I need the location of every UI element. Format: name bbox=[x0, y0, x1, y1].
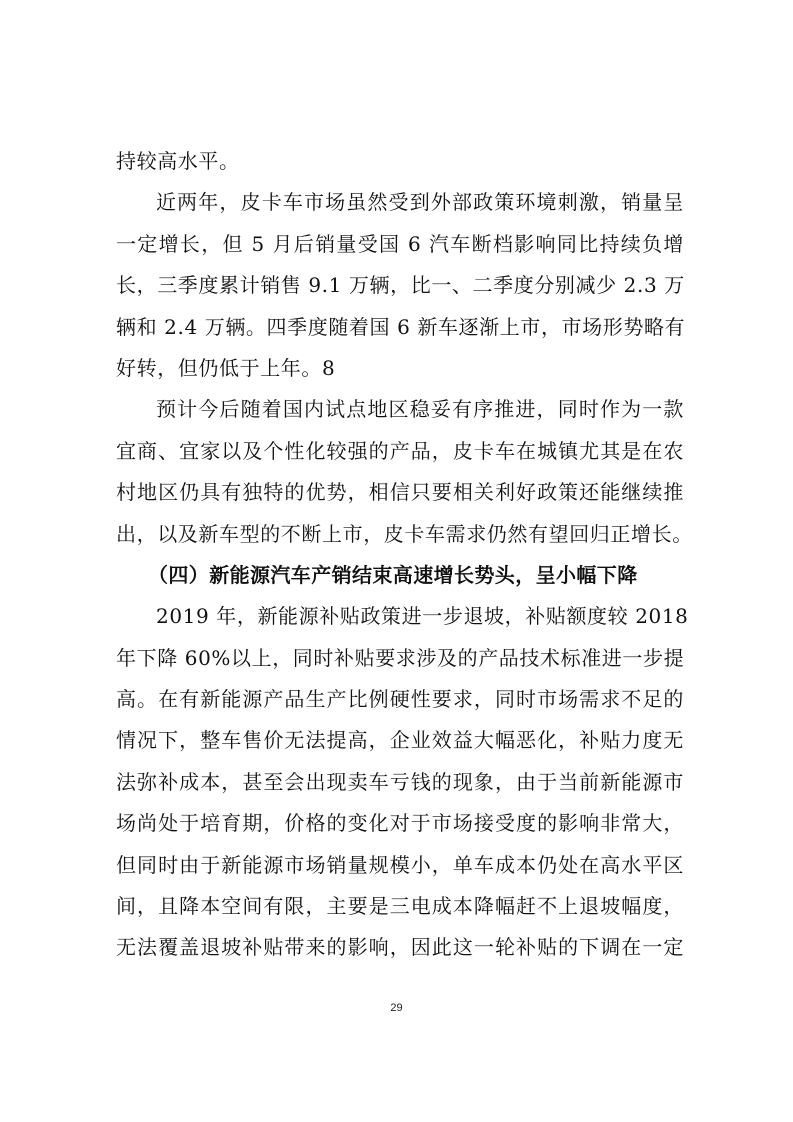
paragraph-line: 2019 年，新能源补贴政策进一步退坡，补贴额度较 2018 bbox=[156, 604, 689, 629]
paragraph-line: 长，三季度累计销售 9.1 万辆，比一、二季度分别减少 2.3 万 bbox=[116, 273, 685, 298]
body-text bbox=[116, 141, 693, 969]
paragraph-line: 年下降 60%以上，同时补贴要求涉及的产品技术标准进一步提 bbox=[116, 645, 685, 670]
paragraph-line: 情况下，整车售价无法提高，企业效益大幅恶化，补贴力度无 bbox=[116, 728, 684, 753]
paragraph-line: 出，以及新车型的不断上市，皮卡车需求仍然有望回归正增长。 bbox=[116, 521, 693, 546]
paragraph-line: 场尚处于培育期，价格的变化对于市场接受度的影响非常大， bbox=[116, 811, 684, 836]
paragraph-line: 无法覆盖退坡补贴带来的影响，因此这一轮补贴的下调在一定 bbox=[116, 935, 684, 960]
page-number: 29 bbox=[390, 1002, 403, 1014]
paragraph-line: 辆和 2.4 万辆。四季度随着国 6 新车逐渐上市，市场形势略有 bbox=[116, 314, 686, 339]
paragraph-line: 近两年，皮卡车市场虽然受到外部政策环境刺激，销量呈 bbox=[156, 190, 684, 215]
paragraph-line: 但同时由于新能源市场销量规模小，单车成本仍处在高水平区 bbox=[116, 852, 684, 877]
paragraph-line: 村地区仍具有独特的优势，相信只要相关利好政策还能继续推 bbox=[116, 480, 684, 505]
paragraph-line: 预计今后随着国内试点地区稳妥有序推进，同时作为一款 bbox=[156, 397, 684, 422]
paragraph-line: 高。在有新能源产品生产比例硬性要求，同时市场需求不足的 bbox=[116, 687, 684, 712]
paragraph-line: 好转，但仍低于上年。8 bbox=[116, 355, 336, 380]
paragraph-line: 宜商、宜家以及个性化较强的产品，皮卡车在城镇尤其是在农 bbox=[116, 438, 684, 463]
paragraph-line: 持较高水平。 bbox=[116, 149, 240, 173]
section-heading: （四）新能源汽车产销结束高速增长势头，呈小幅下降 bbox=[148, 562, 638, 587]
paragraph-line: 法弥补成本，甚至会出现卖车亏钱的现象，由于当前新能源市 bbox=[116, 769, 684, 794]
paragraph-line: 间，且降本空间有限，主要是三电成本降幅赶不上退坡幅度， bbox=[116, 894, 684, 919]
paragraph-line: 一定增长，但 5 月后销量受国 6 汽车断档影响同比持续负增 bbox=[116, 231, 684, 256]
